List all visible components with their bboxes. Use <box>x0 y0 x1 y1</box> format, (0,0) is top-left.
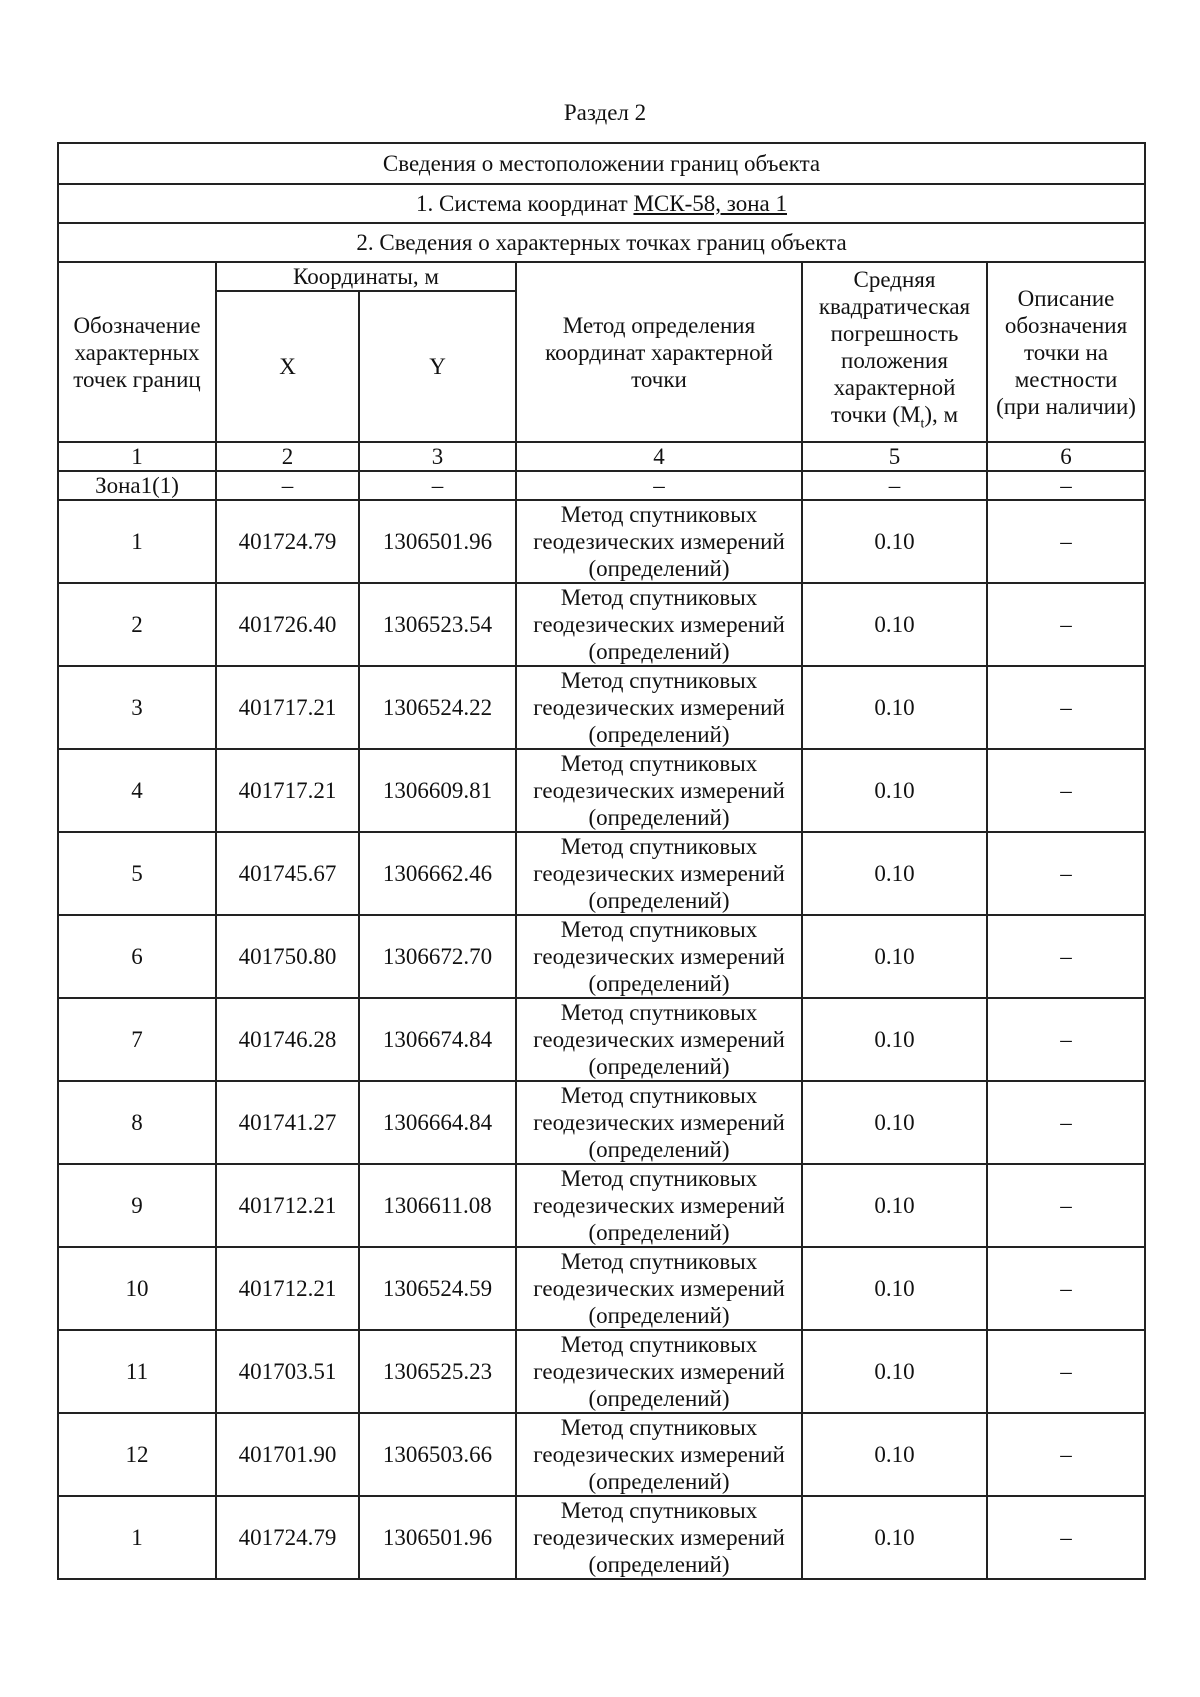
description-cell: – <box>987 1496 1145 1579</box>
point-number-cell: 10 <box>58 1247 216 1330</box>
x-coordinate-cell: 401717.21 <box>216 666 359 749</box>
points-info: 2. Сведения о характерных точках границ объекта <box>58 223 1145 262</box>
point-number-cell: 9 <box>58 1164 216 1247</box>
table-row <box>58 583 1145 666</box>
header-rmse-subscript: t <box>920 416 925 432</box>
description-cell: – <box>987 915 1145 998</box>
points-info-row <box>58 223 1145 262</box>
method-cell: Метод спутниковых геодезических измерений (определений) <box>516 915 802 998</box>
description-cell: – <box>987 749 1145 832</box>
table-row <box>58 1330 1145 1413</box>
x-coordinate-cell: 401741.27 <box>216 1081 359 1164</box>
method-cell: Метод спутниковых геодезических измерений (определений) <box>516 1164 802 1247</box>
x-coordinate-cell: 401724.79 <box>216 1496 359 1579</box>
coordinate-system <box>58 184 1145 223</box>
description-cell: – <box>987 583 1145 666</box>
y-coordinate-cell: 1306524.22 <box>359 666 516 749</box>
rmse-cell: 0.10 <box>802 915 987 998</box>
description-cell: – <box>987 1330 1145 1413</box>
table-row <box>58 1496 1145 1579</box>
table-row <box>58 666 1145 749</box>
point-number-cell: 1 <box>58 1496 216 1579</box>
boundary-points-table <box>57 142 1146 1580</box>
header-point-designation: Обозначение характерных точек границ <box>58 262 216 442</box>
column-number: 2 <box>216 442 359 471</box>
y-coordinate-cell: 1306525.23 <box>359 1330 516 1413</box>
point-number-cell: 1 <box>58 500 216 583</box>
table-row <box>58 749 1145 832</box>
header-description: Описание обозначения точки на местности (при наличии) <box>987 262 1145 442</box>
method-cell: Метод спутниковых геодезических измерений (определений) <box>516 666 802 749</box>
header-coordinates: Координаты, м <box>216 262 516 291</box>
header-x: X <box>216 291 359 442</box>
method-cell: Метод спутниковых геодезических измерений (определений) <box>516 1247 802 1330</box>
method-cell: Метод спутниковых геодезических измерений (определений) <box>516 1330 802 1413</box>
table-row <box>58 915 1145 998</box>
column-numbers-row <box>58 442 1145 471</box>
table-row <box>58 998 1145 1081</box>
point-number-cell: 4 <box>58 749 216 832</box>
rmse-cell: 0.10 <box>802 666 987 749</box>
point-number-cell: 8 <box>58 1081 216 1164</box>
x-coordinate-cell: 401724.79 <box>216 500 359 583</box>
description-cell: – <box>987 1247 1145 1330</box>
y-coordinate-cell: 1306609.81 <box>359 749 516 832</box>
table-row <box>58 1413 1145 1496</box>
y-coordinate-cell: 1306674.84 <box>359 998 516 1081</box>
x-coordinate-cell: 401746.28 <box>216 998 359 1081</box>
point-number-cell: 3 <box>58 666 216 749</box>
description-cell: – <box>987 1413 1145 1496</box>
table-body <box>58 143 1145 1579</box>
column-number: 3 <box>359 442 516 471</box>
point-number-cell: 7 <box>58 998 216 1081</box>
section-title: Раздел 2 <box>563 100 647 125</box>
x-coordinate-cell: 401712.21 <box>216 1247 359 1330</box>
rmse-cell: 0.10 <box>802 1496 987 1579</box>
method-cell: Метод спутниковых геодезических измерений (определений) <box>516 749 802 832</box>
column-number: 5 <box>802 442 987 471</box>
point-number-cell: 12 <box>58 1413 216 1496</box>
point-number-cell: 2 <box>58 583 216 666</box>
x-coordinate-cell: 401717.21 <box>216 749 359 832</box>
table-title-row <box>58 143 1145 184</box>
rmse-cell: 0.10 <box>802 1247 987 1330</box>
description-cell: – <box>987 1081 1145 1164</box>
rmse-cell: 0.10 <box>802 500 987 583</box>
header-rmse-text: Средняя квадратическая погрешность положения характерной точки (M <box>818 267 971 428</box>
x-coordinate-cell: 401712.21 <box>216 1164 359 1247</box>
zone-cell: – <box>216 471 359 500</box>
method-cell: Метод спутниковых геодезических измерений (определений) <box>516 1081 802 1164</box>
zone-cell: – <box>987 471 1145 500</box>
description-cell: – <box>987 1164 1145 1247</box>
x-coordinate-cell: 401701.90 <box>216 1413 359 1496</box>
point-number-cell: 11 <box>58 1330 216 1413</box>
description-cell: – <box>987 666 1145 749</box>
method-cell: Метод спутниковых геодезических измерений (определений) <box>516 832 802 915</box>
description-cell: – <box>987 832 1145 915</box>
y-coordinate-cell: 1306662.46 <box>359 832 516 915</box>
method-cell: Метод спутниковых геодезических измерений (определений) <box>516 1496 802 1579</box>
method-cell: Метод спутниковых геодезических измерений (определений) <box>516 500 802 583</box>
table-row <box>58 1164 1145 1247</box>
header-rmse <box>802 262 987 442</box>
table-row <box>58 832 1145 915</box>
y-coordinate-cell: 1306664.84 <box>359 1081 516 1164</box>
column-number: 1 <box>58 442 216 471</box>
y-coordinate-cell: 1306501.96 <box>359 500 516 583</box>
method-cell: Метод спутниковых геодезических измерений (определений) <box>516 583 802 666</box>
x-coordinate-cell: 401745.67 <box>216 832 359 915</box>
x-coordinate-cell: 401726.40 <box>216 583 359 666</box>
table-row <box>58 1081 1145 1164</box>
y-coordinate-cell: 1306524.59 <box>359 1247 516 1330</box>
rmse-cell: 0.10 <box>802 749 987 832</box>
coordinate-system-row <box>58 184 1145 223</box>
header-method: Метод определения координат характерной точки <box>516 262 802 442</box>
zone-cell: – <box>802 471 987 500</box>
x-coordinate-cell: 401750.80 <box>216 915 359 998</box>
x-coordinate-cell: 401703.51 <box>216 1330 359 1413</box>
rmse-cell: 0.10 <box>802 1164 987 1247</box>
rmse-cell: 0.10 <box>802 1330 987 1413</box>
description-cell: – <box>987 998 1145 1081</box>
point-number-cell: 6 <box>58 915 216 998</box>
y-coordinate-cell: 1306503.66 <box>359 1413 516 1496</box>
rmse-cell: 0.10 <box>802 832 987 915</box>
rmse-cell: 0.10 <box>802 1413 987 1496</box>
description-cell: – <box>987 500 1145 583</box>
table-row <box>58 500 1145 583</box>
y-coordinate-cell: 1306501.96 <box>359 1496 516 1579</box>
y-coordinate-cell: 1306672.70 <box>359 915 516 998</box>
method-cell: Метод спутниковых геодезических измерений (определений) <box>516 998 802 1081</box>
y-coordinate-cell: 1306523.54 <box>359 583 516 666</box>
point-number-cell: 5 <box>58 832 216 915</box>
coordinate-system-value: МСК-58, зона 1 <box>633 191 787 216</box>
header-row-1 <box>58 262 1145 291</box>
zone-label: Зона1(1) <box>58 471 216 500</box>
table-row <box>58 1247 1145 1330</box>
rmse-cell: 0.10 <box>802 583 987 666</box>
method-cell: Метод спутниковых геодезических измерений (определений) <box>516 1413 802 1496</box>
rmse-cell: 0.10 <box>802 998 987 1081</box>
column-number: 4 <box>516 442 802 471</box>
table-title: Сведения о местоположении границ объекта <box>58 143 1145 184</box>
zone-cell: – <box>516 471 802 500</box>
header-y: Y <box>359 291 516 442</box>
y-coordinate-cell: 1306611.08 <box>359 1164 516 1247</box>
zone-row <box>58 471 1145 500</box>
zone-cell: – <box>359 471 516 500</box>
rmse-cell: 0.10 <box>802 1081 987 1164</box>
column-number: 6 <box>987 442 1145 471</box>
coordinate-system-label: 1. Система координат <box>416 191 634 216</box>
header-rmse-unit: ), м <box>924 402 959 428</box>
